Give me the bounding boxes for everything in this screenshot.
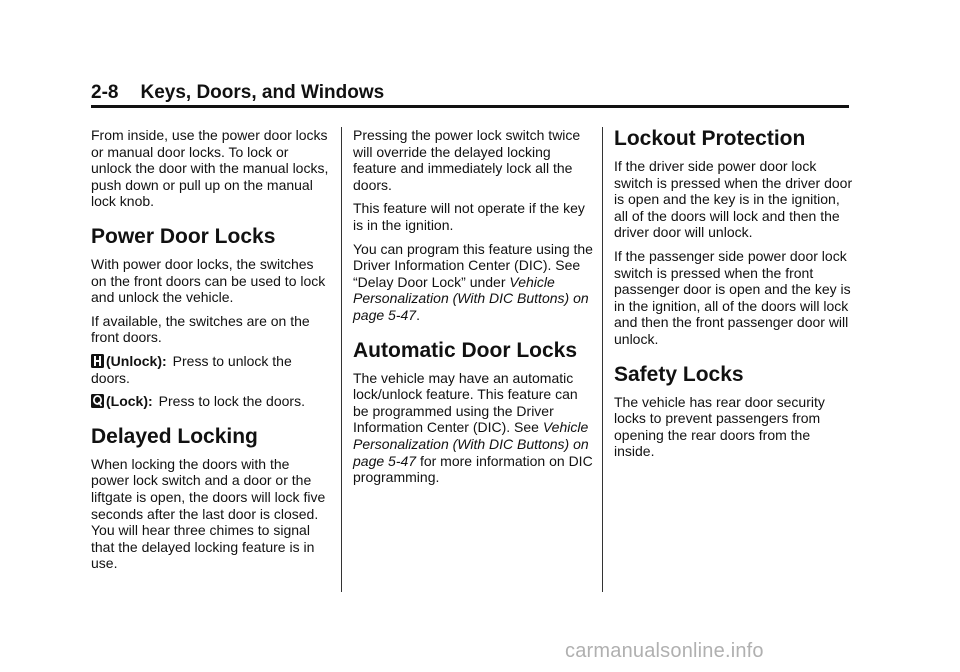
lockout-paragraph-2: If the passenger side power door lock switch is pressed when the front passenger door is open and the key is in the ignition, all of the doors will lock and then the front passenger door will unlock. xyxy=(614,247,851,347)
unlock-item xyxy=(91,353,331,386)
override-paragraph: Pressing the power lock switch twice will override the delayed locking feature and immediately lock all the doors. xyxy=(353,127,581,193)
lock-label: (Lock): xyxy=(106,393,153,410)
page-header xyxy=(91,82,849,104)
heading-power-door-locks: Power Door Locks xyxy=(91,224,276,248)
heading-delayed-locking: Delayed Locking xyxy=(91,424,258,448)
safety-locks-paragraph: The vehicle has rear door security locks to prevent passengers from opening the rear doors from the inside. xyxy=(614,393,825,460)
program-end: . xyxy=(416,306,420,323)
lock-item xyxy=(91,393,331,410)
lock-icon xyxy=(91,394,104,408)
automatic-locks-reference: Vehicle Personalization (With DIC Buttons) on page 5-47 xyxy=(353,419,589,469)
section-title: Keys, Doors, and Windows xyxy=(140,82,385,103)
column-3 xyxy=(614,127,854,467)
column-2 xyxy=(353,127,593,493)
header-rule xyxy=(91,105,849,108)
heading-lockout-protection: Lockout Protection xyxy=(614,127,806,150)
column-1 xyxy=(91,127,331,579)
unlock-description: Press to unlock the doors. xyxy=(91,352,292,386)
lock-description: Press to lock the doors. xyxy=(158,393,305,410)
automatic-locks-paragraph xyxy=(353,370,593,486)
automatic-locks-text: The vehicle may have an automatic lock/unlock feature. This feature can be programmed using the Driver Information Center (DIC). See xyxy=(353,369,578,436)
delayed-locking-paragraph: When locking the doors with the power lock switch and a door or the liftgate is open, the doors will lock five seconds after the last door is closed. You will hear three chimes to signal that the delayed locking feature is in use. xyxy=(91,455,326,572)
lockout-paragraph-1: If the driver side power door lock switch is pressed when the driver door is open and the key is in the ignition, all of the doors will lock and then the driver door will unlock. xyxy=(614,158,853,241)
column-divider-1 xyxy=(341,127,342,592)
heading-automatic-door-locks: Automatic Door Locks xyxy=(353,338,578,362)
program-paragraph xyxy=(353,241,593,324)
automatic-locks-end: for more information on DIC programming. xyxy=(353,452,593,486)
power-locks-paragraph-2: If available, the switches are on the front doors. xyxy=(91,312,310,346)
program-reference: Vehicle Personalization (With DIC Buttons) on page 5-47 xyxy=(353,273,589,323)
program-text: You can program this feature using the Driver Information Center (DIC). See “Delay Door Lock” under xyxy=(353,240,593,290)
column-divider-2 xyxy=(602,127,603,592)
intro-paragraph: From inside, use the power door locks or manual door locks. To lock or unlock the door with the manual locks, push down or pull up on the manual lock knob. xyxy=(91,127,329,210)
ignition-paragraph: This feature will not operate if the key is in the ignition. xyxy=(353,200,585,233)
unlock-icon xyxy=(91,354,104,368)
power-locks-paragraph-1: With power door locks, the switches on the front doors can be used to lock and unlock the vehicle. xyxy=(91,255,326,306)
heading-safety-locks: Safety Locks xyxy=(614,362,744,386)
header-text xyxy=(91,82,849,104)
page-number: 2-8 xyxy=(91,82,119,103)
unlock-label: (Unlock): xyxy=(106,352,167,369)
watermark: carmanualsonline.info xyxy=(565,640,764,662)
